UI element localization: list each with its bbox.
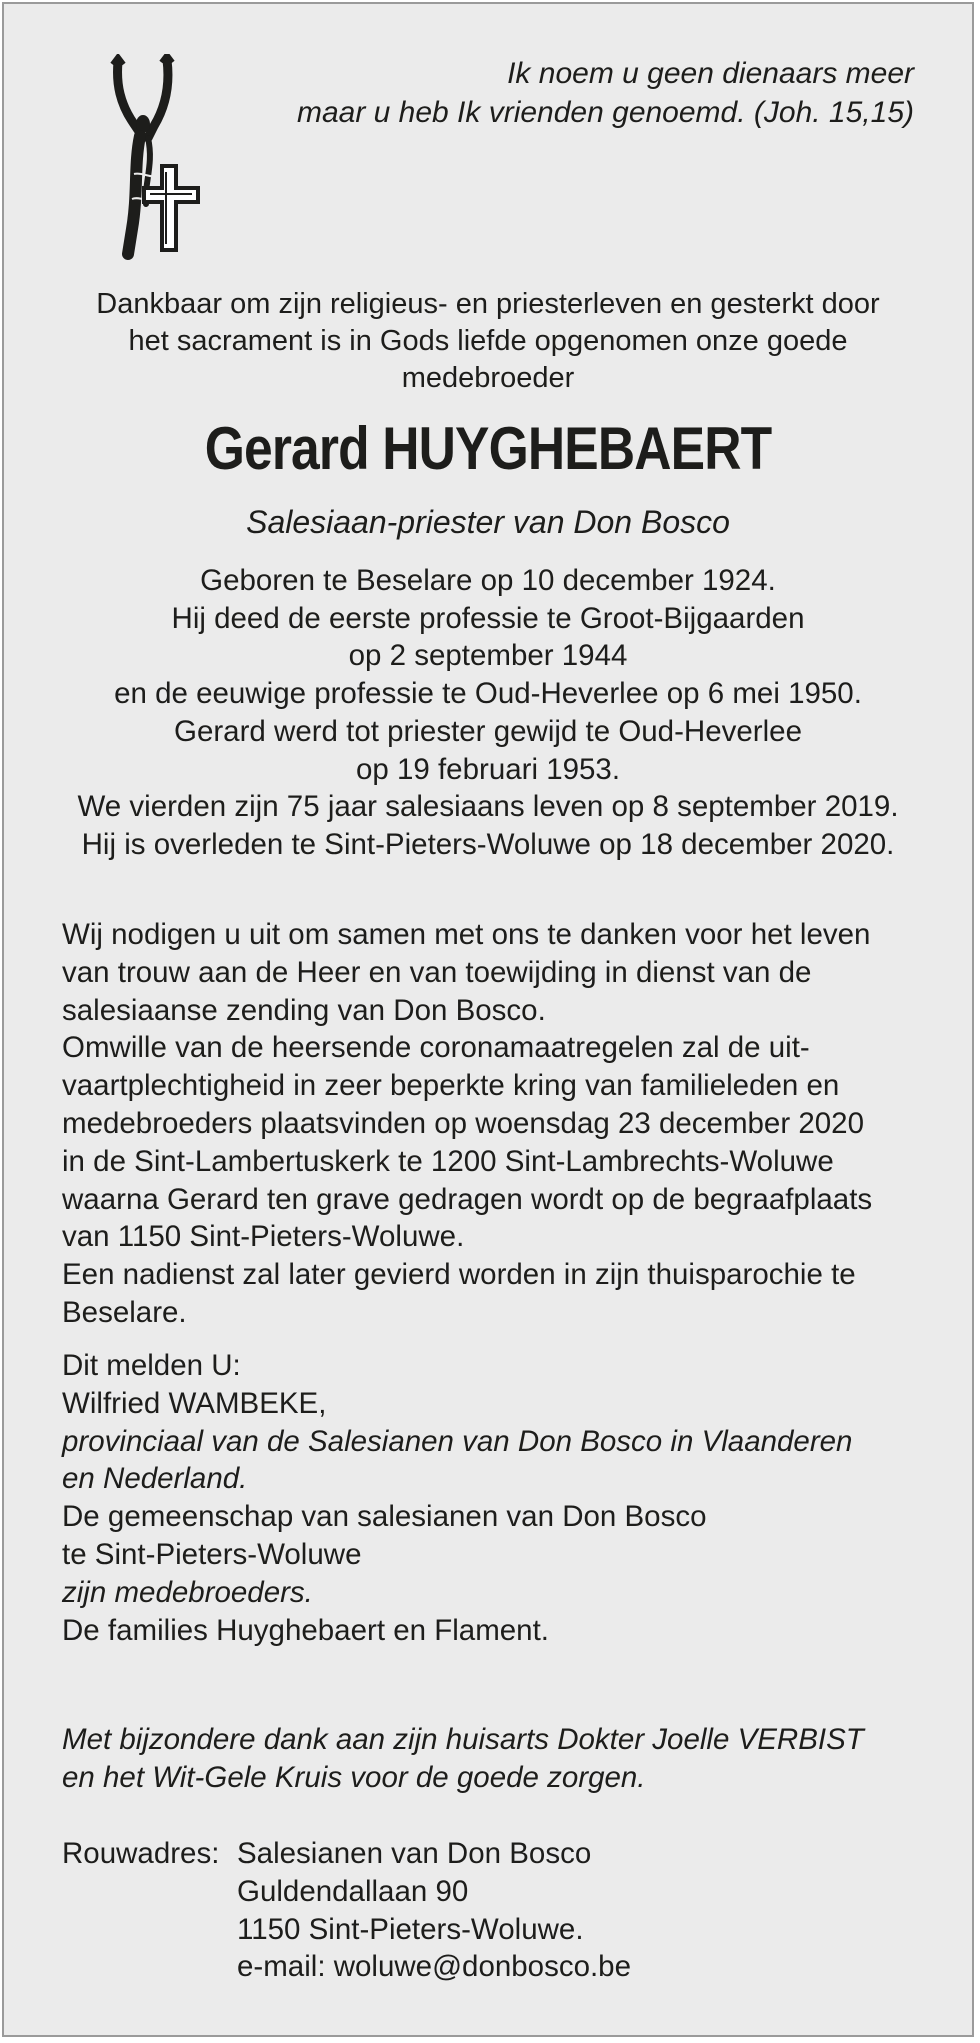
deceased-name: Gerard HUYGHEBAERT (204, 415, 772, 482)
acknowledgement (62, 1721, 942, 1797)
invite-line: van trouw aan de Heer en van toewijding in dienst van de (62, 955, 812, 989)
invite-line: Beselare. (62, 1295, 187, 1329)
deceased-title: Salesiaan-priester van Don Bosco (246, 504, 730, 540)
address-line: Salesianen van Don Bosco (237, 1837, 592, 1870)
bio-line: Hij is overleden te Sint-Pieters-Woluwe op 18 december 2020. (81, 827, 895, 861)
bio-line: en de eeuwige professie te Oud-Heverlee op 6 mei 1950. (114, 677, 862, 711)
provincial-role-line-1: provinciaal van de Salesianen van Don Bosco in Vlaanderen (62, 1424, 853, 1458)
obituary-card (2, 2, 974, 2037)
bio-line: We vierden zijn 75 jaar salesiaans leven op 8 september 2019. (77, 790, 899, 824)
intro-text (4, 286, 972, 397)
community-line-1: De gemeenschap van salesianen van Don Bosco (62, 1500, 707, 1534)
invite-line: Omwille van de heersende coronamaatregelen zal de uit- (62, 1031, 810, 1065)
community-line-2: te Sint-Pieters-Woluwe (62, 1537, 362, 1571)
invite-line: in de Sint-Lambertuskerk te 1200 Sint-Lambrechts-Woluwe (62, 1144, 834, 1178)
biography (4, 562, 972, 864)
invite-line: salesiaanse zending van Don Bosco. (62, 993, 546, 1027)
bio-line: op 2 september 1944 (348, 639, 628, 673)
address-line: 1150 Sint-Pieters-Woluwe. (237, 1912, 584, 1946)
provincial-name: Wilfried WAMBEKE, (62, 1386, 327, 1420)
bio-line: Hij deed de eerste professie te Groot-Bijgaarden (171, 601, 805, 635)
bio-line: op 19 februari 1953. (355, 752, 621, 786)
invitation-text (62, 916, 942, 1332)
community-role: zijn medebroeders. (62, 1575, 313, 1609)
don-bosco-figure-cross-icon (104, 54, 214, 264)
provincial-role-line-2: en Nederland. (62, 1462, 248, 1496)
address-label: Rouwadres: (62, 1837, 220, 1870)
invite-line: van 1150 Sint-Pieters-Woluwe. (62, 1220, 465, 1254)
thanks-line: en het Wit-Gele Kruis voor de goede zorgen. (62, 1760, 646, 1794)
invite-line: vaartplechtigheid in zeer beperkte kring van familieleden en (62, 1069, 840, 1103)
invite-line: Wij nodigen u uit om samen met ons te danken voor het leven (62, 918, 871, 951)
invite-line: waarna Gerard ten grave gedragen wordt op de begraafplaats (62, 1182, 873, 1216)
intro-line: het sacrament is in Gods liefde opgenomen onze goede (128, 325, 848, 357)
families: De families Huyghebaert en Flament. (62, 1613, 549, 1647)
bio-line: Gerard werd tot priester gewijd te Oud-Heverlee (174, 714, 802, 748)
bible-quote (297, 54, 914, 132)
bio-line: Geboren te Beselare op 10 december 1924. (200, 564, 776, 597)
quote-line-1: Ik noem u geen dienaars meer (507, 57, 914, 90)
thanks-line: Met bijzondere dank aan zijn huisarts Dokter Joelle VERBIST (62, 1723, 864, 1756)
intro-line: medebroeder (401, 362, 575, 394)
email-address: e-mail: woluwe@donbosco.be (237, 1950, 631, 1984)
address-line: Guldendallaan 90 (237, 1874, 469, 1908)
invite-line: Een nadienst zal later gevierd worden in zijn thuisparochie te (62, 1258, 856, 1292)
invite-line: medebroeders plaatsvinden op woensdag 23 december 2020 (62, 1106, 864, 1140)
intro-line: Dankbaar om zijn religieus- en priesterleven en gesterkt door (96, 288, 880, 320)
announcers (62, 1347, 942, 1649)
announcers-heading: Dit melden U: (62, 1349, 241, 1382)
quote-line-2: maar u heb Ik vrienden genoemd. (Joh. 15,15) (296, 96, 914, 129)
mourning-address (62, 1835, 942, 1986)
